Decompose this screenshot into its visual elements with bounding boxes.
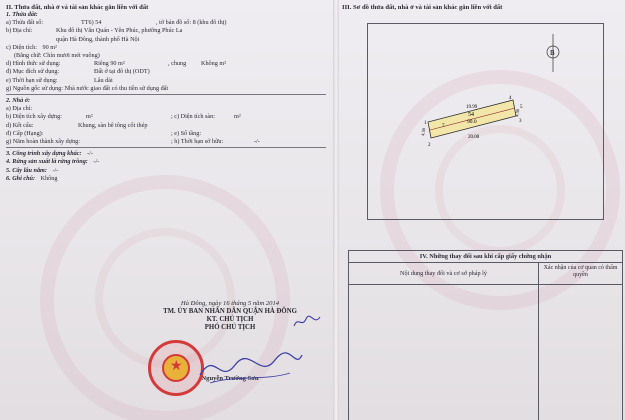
land-address-row-2: quận Hà Đông, thành phố Hà Nội [56,35,140,43]
corner-label-2: 2 [428,143,431,148]
house-area-row: b) Diện tích xây dựng: m² ; c) Diện tích sàn: m² [6,113,241,121]
item5-row: 5. Cây lâu năm: -/- [6,166,59,174]
issue-date: Hà Đông, ngày 16 tháng 5 năm 2014 [180,300,280,307]
house-year-row: g) Năm hoàn thành xây dựng: ; h) Thời hạn sở hữu: -/- [6,138,260,146]
land-area-words: (Bằng chữ: Chín mươi mét vuông) [14,52,100,60]
signatory-title-kt: KT. CHỦ TỊCH [206,316,254,323]
corner-label-4: 4 [509,96,512,101]
handwritten-signature-icon [190,345,310,390]
house-header: 2. Nhà ở: [6,97,31,105]
section2-title: II. Thửa đất, nhà ở và tài sản khác gắn liền với đất [6,4,149,11]
issuing-authority: TM. ỦY BAN NHÂN DÂN QUẬN HÀ ĐÔNG [163,308,297,315]
signatory-name: Nguyễn Trường Sơn [201,375,259,382]
official-seal-icon: ★ [148,340,204,396]
divider [6,94,326,95]
land-address-row: b) Địa chỉ: Khu đô thị Văn Quán - Yên Phúc, phường Phúc La [6,27,183,35]
parcel-area: 90.0 [467,119,477,125]
north-label: B [550,49,555,57]
item4-row: 4. Rừng sản xuất là rừng trồng: -/- [6,158,100,166]
land-header: 1. Thửa đất: [6,11,38,18]
house-address-row: a) Địa chỉ: [6,105,33,113]
section-diagram [342,4,622,11]
house-class-row: đ) Cấp (Hạng): ; e) Số tầng: [6,129,202,137]
signatory-role: PHÓ CHỦ TỊCH [204,324,256,331]
section4-title: IV. Những thay đổi sau khi cấp giấy chứng nhận [349,251,622,263]
parcel-diagram [368,24,603,219]
corner-label-1: 1 [424,121,427,126]
changes-col-content: Nội dung thay đổi và cơ sở pháp lý [349,263,539,284]
changes-table-header [349,263,622,285]
changes-col-confirm: Xác nhận của cơ quan có thẩm quyền [543,265,618,278]
parcel-number: 54 [468,112,474,118]
item3-row: 3. Công trình xây dựng khác: -/- [6,150,93,158]
land-origin-row: g) Nguồn gốc sử dụng: Nhà nước giao đất có thu tiền sử dụng đất [6,84,169,92]
section3-title: III. Sơ đồ thửa đất, nhà ở và tài sản khác gắn liền với đất [342,4,503,11]
land-usage-form-row: d) Hình thức sử dụng: Riêng 90 m² , chung Không m² [6,60,227,68]
divider [6,147,326,148]
land-term-row: e) Thời hạn sử dụng: Lâu dài [6,76,113,84]
initials-mark-icon [292,314,324,330]
land-parcel-row: a) Thửa đất số: TT6) 54 , tờ bản đồ số: 8 (khu đô thị) [6,19,227,27]
section-land-info [6,4,331,183]
changes-table-body [349,285,622,420]
right-edge-length: 4.50 [514,108,521,118]
house-structure-row: d) Kết cấu: Khung, sàn bê tông cốt thép [6,121,148,129]
neighbor-label-5: 5 [520,105,523,110]
parcel-sketch [367,23,604,220]
land-purpose-row: đ) Mục đích sử dụng: Đất ở tại đô thị (ODT) [6,68,150,76]
bottom-edge-length: 20.00 [468,135,480,140]
item6-row: 6. Ghi chú: Không [6,174,58,182]
left-edge-length: 4.50 [420,127,427,137]
neighbor-label-7: 7 [442,124,445,129]
top-edge-length: 19.99 [466,105,478,110]
corner-label-3: 3 [519,119,522,124]
changes-table [348,250,623,420]
land-area-row: c) Diện tích: 90 m² [6,43,57,51]
